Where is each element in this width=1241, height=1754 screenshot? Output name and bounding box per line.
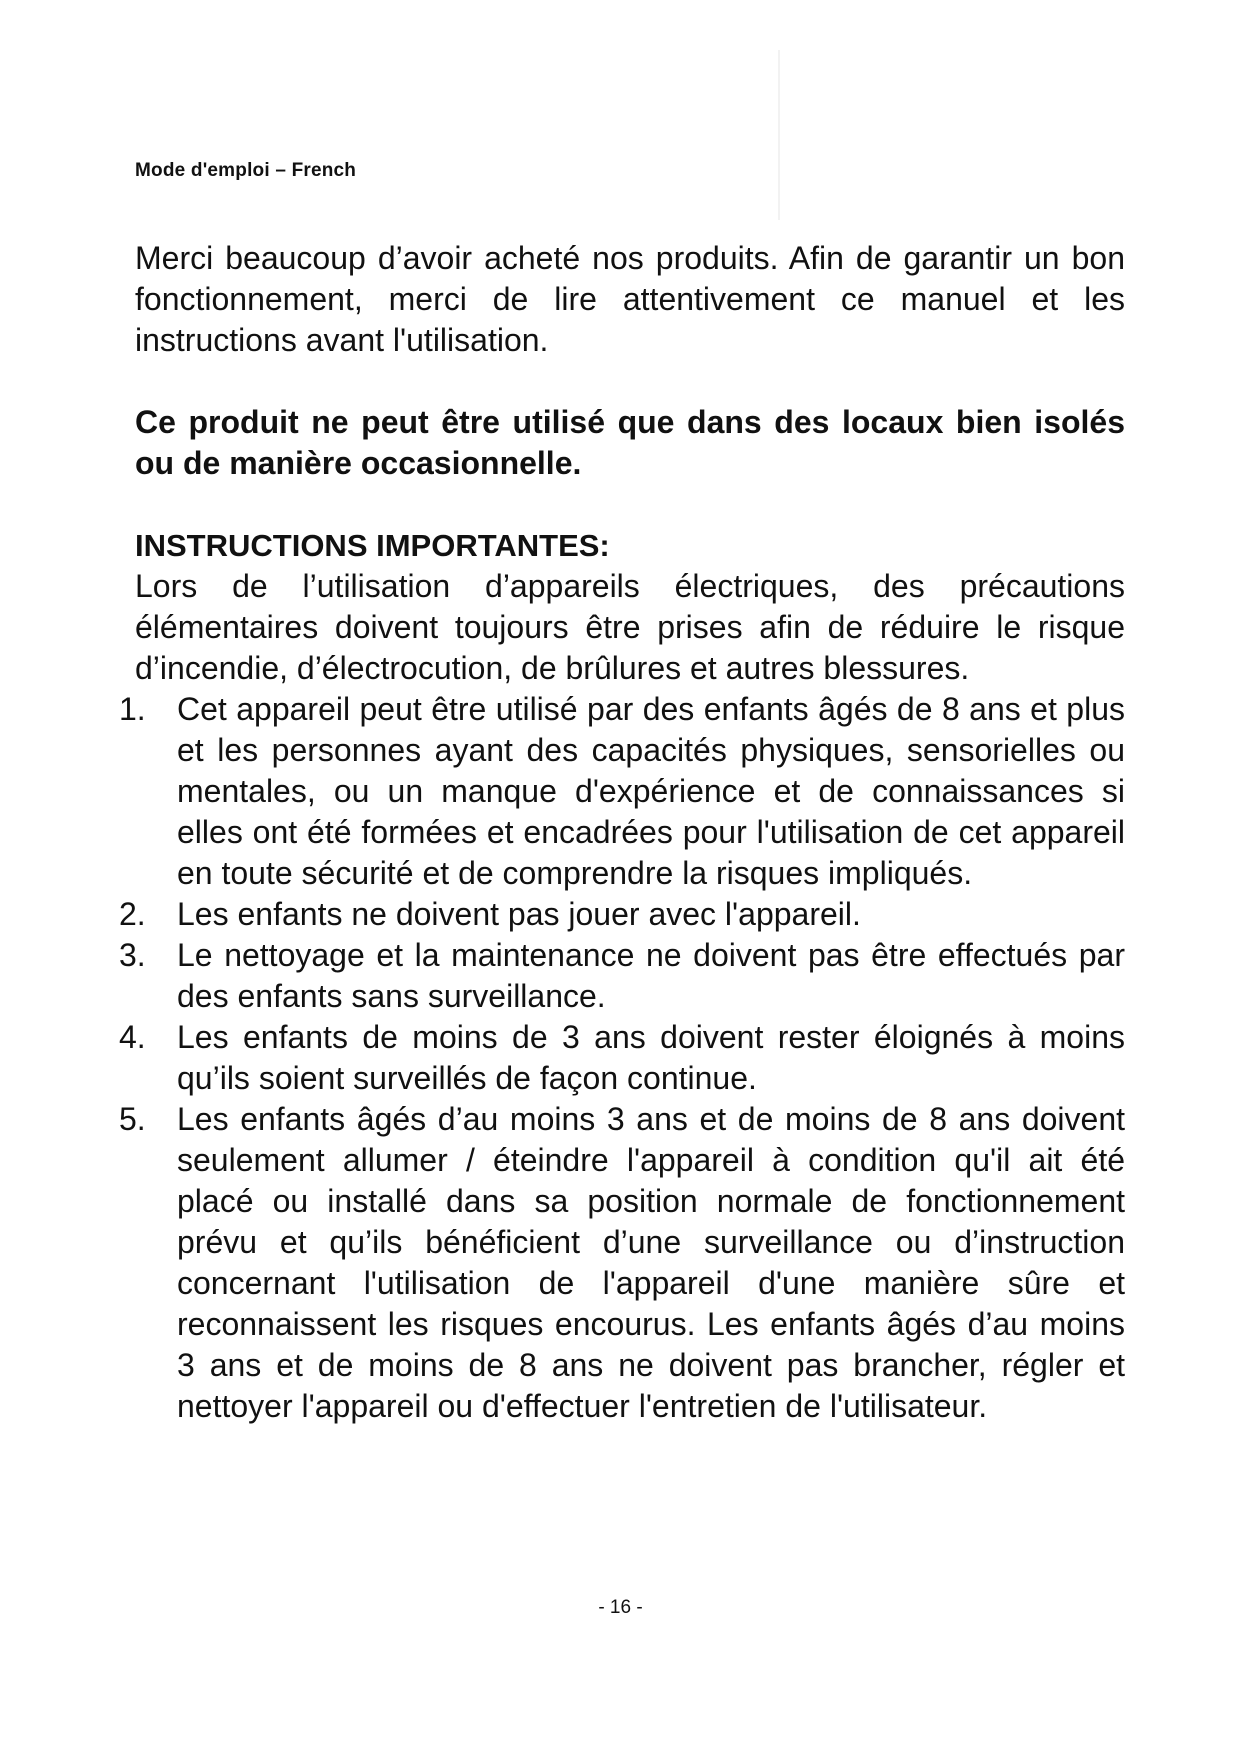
list-item-text: Les enfants de moins de 3 ans doivent rester éloignés à moins qu’ils soient surveillés de façon continue.	[177, 1019, 1125, 1096]
instructions-lead-paragraph: Lors de l’utilisation d’appareils électriques, des précautions élémentaires doivent toujours être prises afin de réduire le risque d’incendie, d’électrocution, de brûlures et autres blessures.	[135, 568, 1125, 686]
document-body	[119, 238, 1125, 1427]
page-number: - 16 -	[598, 1597, 643, 1618]
list-item	[119, 894, 1125, 935]
list-item	[119, 1099, 1125, 1427]
intro-paragraph: Merci beaucoup d’avoir acheté nos produits. Afin de garantir un bon fonctionnement, merci de lire attentivement ce manuel et les instructions avant l'utilisation.	[135, 240, 1125, 358]
list-item-text: Les enfants ne doivent pas jouer avec l'appareil.	[177, 896, 861, 932]
list-item-number: 3.	[119, 937, 146, 973]
section-heading: INSTRUCTIONS IMPORTANTES:	[135, 528, 610, 563]
list-item-text: Cet appareil peut être utilisé par des enfants âgés de 8 ans et plus et les personnes ayant des capacités physiques, sensorielles ou mentales, ou un manque d'expérience et de connaissances si elles ont été formées et encadrées pour l'utilisation de cet appareil en toute sécurité et de comprendre la risques impliqués.	[177, 691, 1125, 891]
instruction-list	[119, 689, 1125, 1427]
document-header-label: Mode d'emploi – French	[135, 160, 357, 181]
list-item	[119, 935, 1125, 1017]
list-item	[119, 689, 1125, 894]
list-item-number: 4.	[119, 1019, 146, 1055]
list-item-text: Les enfants âgés d’au moins 3 ans et de moins de 8 ans doivent seulement allumer / éteindre l'appareil à condition qu'il ait été placé ou installé dans sa position normale de fonctionnement prévu et qu’ils bénéficient d’une surveillance ou d’instruction concernant l'utilisation de l'appareil d'une manière sûre et reconnaissent les risques encourus. Les enfants âgés d’au moins 3 ans et de moins de 8 ans ne doivent pas brancher, régler et nettoyer l'appareil ou d'effectuer l'entretien de l'utilisateur.	[177, 1101, 1125, 1424]
list-item	[119, 1017, 1125, 1099]
list-item-number: 1.	[119, 691, 146, 727]
list-item-text: Le nettoyage et la maintenance ne doivent pas être effectués par des enfants sans surveillance.	[177, 937, 1125, 1014]
list-item-number: 2.	[119, 896, 146, 932]
usage-notice: Ce produit ne peut être utilisé que dans des locaux bien isolés ou de manière occasionnelle.	[135, 404, 1125, 481]
scan-artifact	[778, 50, 780, 220]
list-item-number: 5.	[119, 1101, 146, 1137]
